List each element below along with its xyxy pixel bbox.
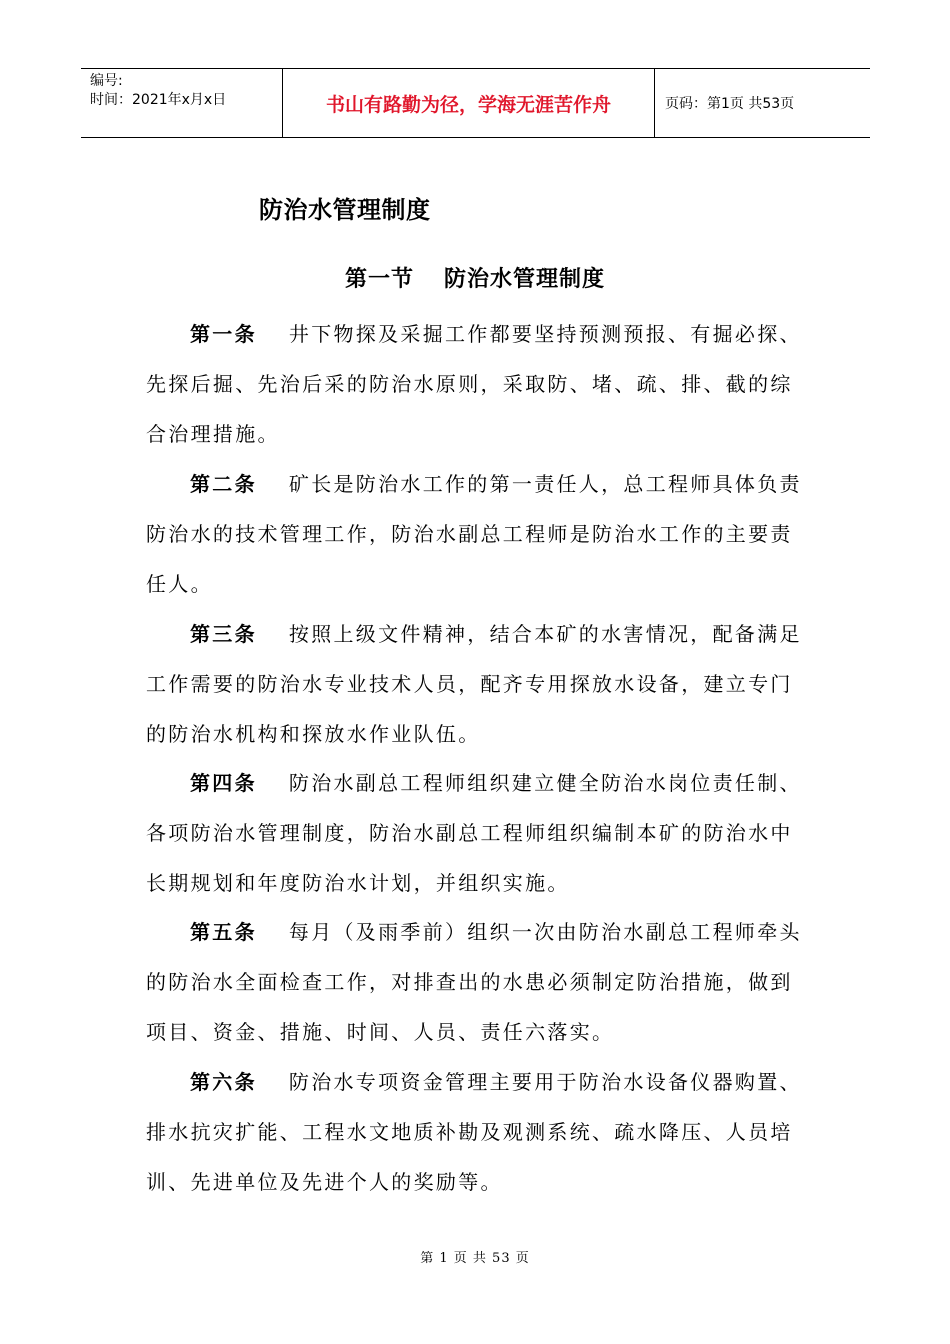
header-meta-cell	[81, 69, 282, 137]
section-title: 防治水管理制度	[444, 266, 606, 292]
article-2	[146, 459, 806, 609]
article-text: 按照上级文件精神，结合本矿的水害情况，配备满足工作需要的防治水专业技术人员，配齐专用探放水设备，建立专门的防治水机构和探放水作业队伍。	[146, 622, 802, 746]
article-text: 防治水专项资金管理主要用于防治水设备仪器购置、排水抗灾扩能、工程水文地质补勘及观测系统、疏水降压、人员培训、先进单位及先进个人的奖励等。	[146, 1070, 802, 1194]
document-date: 时间：2021年x月x日	[90, 92, 227, 108]
document-title: 防治水管理制度	[259, 196, 431, 224]
article-text: 矿长是防治水工作的第一责任人，总工程师具体负责防治水的技术管理工作，防治水副总工程师是防治水工作的主要责任人。	[146, 472, 802, 596]
article-6	[146, 1057, 806, 1207]
article-label: 第一条	[190, 322, 257, 346]
article-label: 第六条	[190, 1070, 257, 1094]
page-footer: 第 1 页 共 53 页	[420, 1251, 530, 1266]
article-text: 每月（及雨季前）组织一次由防治水副总工程师牵头的防治水全面检查工作，对排查出的水患必须制定防治措施，做到项目、资金、措施、时间、人员、责任六落实。	[146, 920, 802, 1044]
document-number-label: 编号:	[90, 73, 123, 89]
article-3	[146, 609, 806, 759]
article-text: 井下物探及采掘工作都要坚持预测预报、有掘必探、先探后掘、先治后采的防治水原则，采取防、堵、疏、排、截的综合治理措施。	[146, 322, 802, 446]
article-label: 第五条	[190, 920, 257, 944]
article-4	[146, 758, 806, 908]
header-table	[81, 68, 870, 138]
section-number: 第一节	[344, 266, 414, 292]
article-label: 第二条	[190, 472, 257, 496]
section-heading	[0, 262, 950, 293]
article-text: 防治水副总工程师组织建立健全防治水岗位责任制、各项防治水管理制度，防治水副总工程师组织编制本矿的防治水中长期规划和年度防治水计划，并组织实施。	[146, 771, 802, 895]
article-label: 第三条	[190, 622, 257, 646]
header-page-info: 页码：第1页 共53页	[665, 96, 795, 112]
article-5	[146, 907, 806, 1057]
header-motto: 书山有路勤为径，学海无涯苦作舟	[282, 69, 655, 137]
article-label: 第四条	[190, 771, 257, 795]
article-1	[146, 309, 806, 459]
